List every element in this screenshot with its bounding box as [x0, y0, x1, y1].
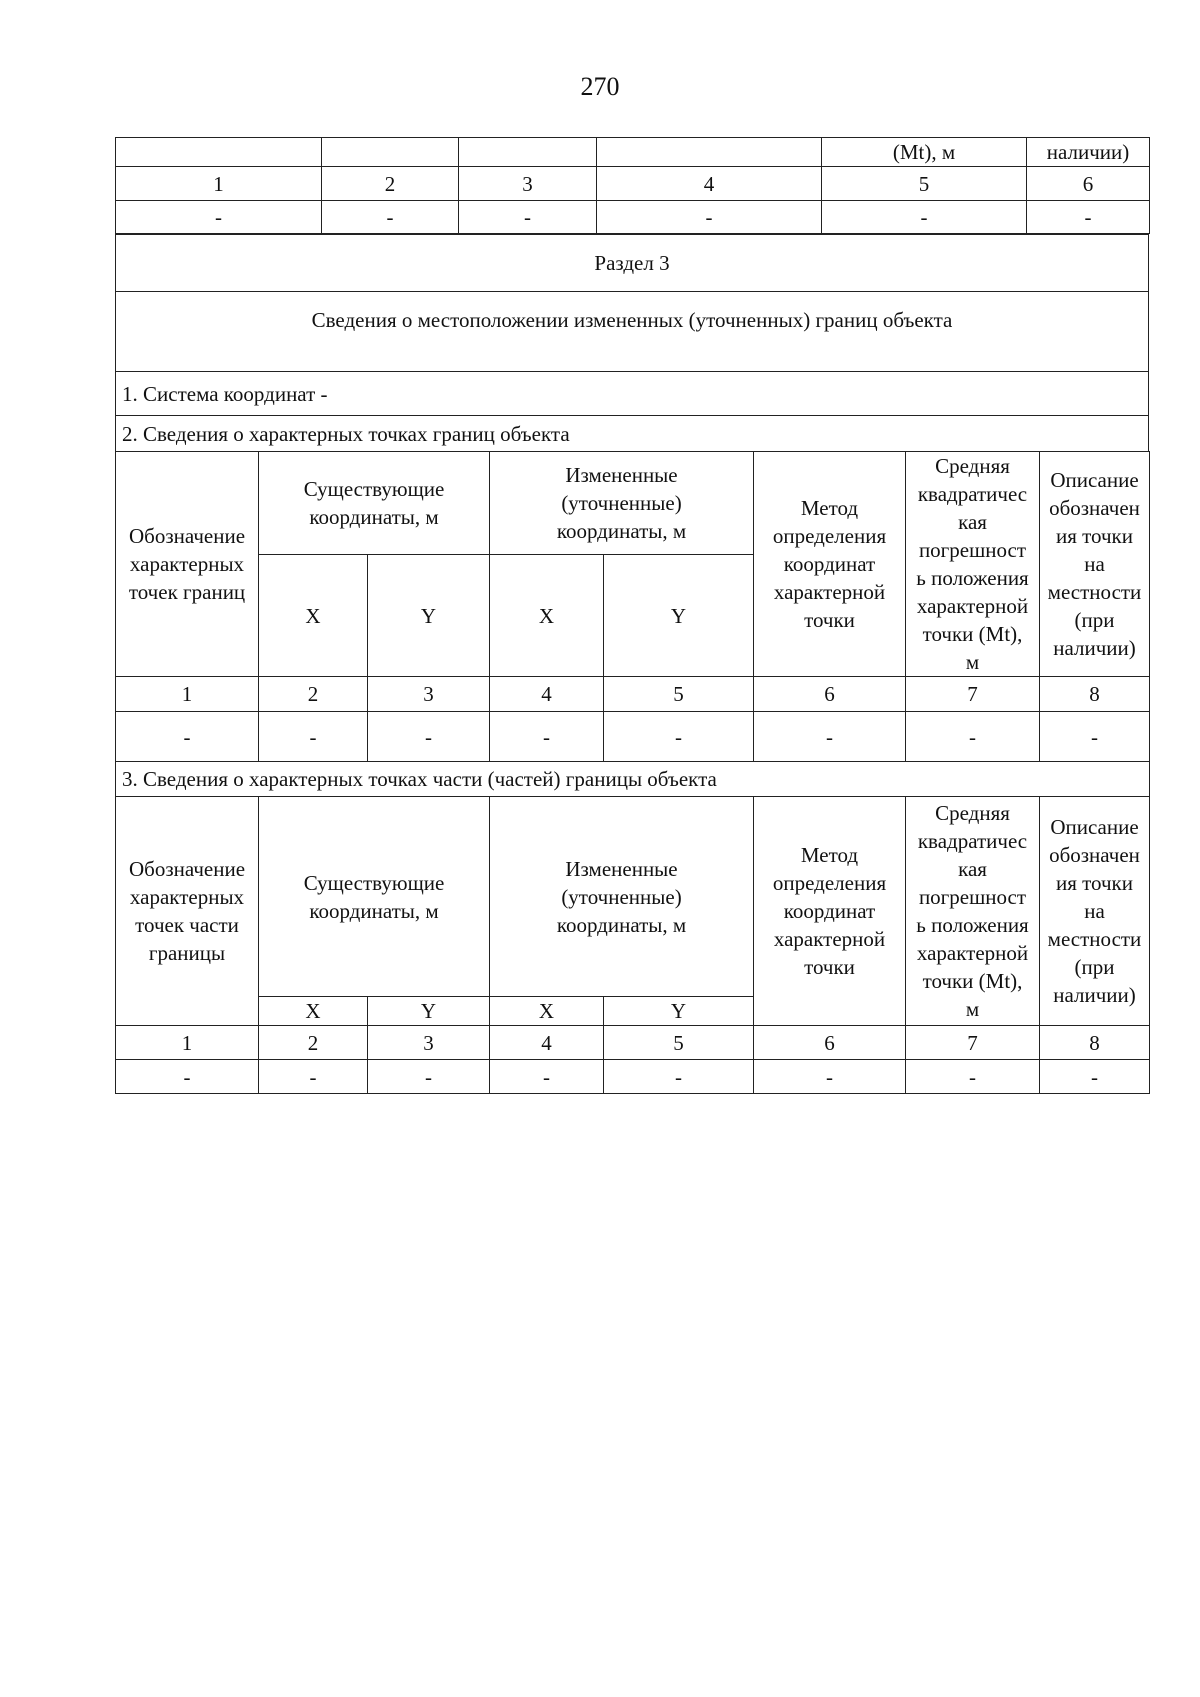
column-number: 8	[1040, 1026, 1150, 1060]
description-header: Описание обозначен ия точки на местности (при наличии)	[1040, 797, 1150, 1026]
table-cell	[597, 138, 822, 167]
table-cell: -	[490, 712, 604, 762]
column-number: 4	[490, 1026, 604, 1060]
table-cell: -	[322, 201, 459, 234]
table-cell: -	[822, 201, 1027, 234]
section-table	[115, 234, 1149, 452]
column-numbers-row	[116, 677, 1150, 712]
error-header: Средняя квадратичес кая погрешност ь положения характерной точки (Mt), м	[906, 452, 1040, 677]
table-row	[116, 1060, 1150, 1094]
y-header: Y	[604, 997, 754, 1026]
table-cell: -	[597, 201, 822, 234]
table-cell	[322, 138, 459, 167]
column-number: 5	[822, 167, 1027, 201]
point-designation-header: Обозначение характерных точек границ	[116, 452, 259, 677]
table-cell	[459, 138, 597, 167]
column-number: 6	[1027, 167, 1150, 201]
table-cell: -	[368, 712, 490, 762]
x-header: X	[259, 997, 368, 1026]
table-cell: -	[604, 1060, 754, 1094]
table-cell: -	[1027, 201, 1150, 234]
existing-coords-header: Существующие координаты, м	[259, 452, 490, 555]
column-numbers-row	[116, 167, 1150, 201]
column-number: 5	[604, 1026, 754, 1060]
table-cell: -	[116, 201, 322, 234]
table-cell: -	[259, 1060, 368, 1094]
column-number: 1	[116, 167, 322, 201]
column-number: 3	[459, 167, 597, 201]
parts-heading: 3. Сведения о характерных точках части (частей) границы объекта	[116, 762, 1150, 797]
table-cell: -	[1040, 1060, 1150, 1094]
continued-table	[115, 137, 1150, 234]
column-number: 4	[597, 167, 822, 201]
y-header: Y	[604, 555, 754, 677]
column-numbers-row	[116, 1026, 1150, 1060]
table-row	[116, 712, 1150, 762]
column-number: 8	[1040, 677, 1150, 712]
column-number: 2	[259, 1026, 368, 1060]
coordinate-system: 1. Система координат -	[116, 372, 1149, 416]
table-cell: наличии)	[1027, 138, 1150, 167]
points-heading: 2. Сведения о характерных точках границ объекта	[116, 416, 1149, 452]
table-cell: -	[116, 1060, 259, 1094]
column-number: 3	[368, 1026, 490, 1060]
table-cell	[116, 138, 322, 167]
section-title: Раздел 3	[116, 235, 1149, 292]
column-number: 1	[116, 1026, 259, 1060]
x-header: X	[259, 555, 368, 677]
table-cell: -	[906, 1060, 1040, 1094]
description-header: Описание обозначен ия точки на местности (при наличии)	[1040, 452, 1150, 677]
table-cell: (Mt), м	[822, 138, 1027, 167]
table-cell: -	[604, 712, 754, 762]
point-designation-header: Обозначение характерных точек части границы	[116, 797, 259, 1026]
column-number: 6	[754, 677, 906, 712]
section-subtitle: Сведения о местоположении измененных (уточненных) границ объекта	[116, 292, 1149, 372]
column-number: 6	[754, 1026, 906, 1060]
existing-coords-header: Существующие координаты, м	[259, 797, 490, 997]
method-header: Метод определения координат характерной точки	[754, 797, 906, 1026]
boundary-points-table	[115, 451, 1150, 797]
column-number: 5	[604, 677, 754, 712]
x-header: X	[490, 997, 604, 1026]
table-cell: -	[116, 712, 259, 762]
column-number: 1	[116, 677, 259, 712]
y-header: Y	[368, 555, 490, 677]
table-cell: -	[754, 712, 906, 762]
table-cell: -	[490, 1060, 604, 1094]
table-cell: -	[754, 1060, 906, 1094]
boundary-part-points-table	[115, 796, 1150, 1094]
table-cell: -	[259, 712, 368, 762]
column-number: 7	[906, 677, 1040, 712]
error-header: Средняя квадратичес кая погрешност ь положения характерной точки (Mt), м	[906, 797, 1040, 1026]
column-number: 2	[322, 167, 459, 201]
continued-header-row	[116, 138, 1150, 167]
changed-coords-header: Измененные (уточненные) координаты, м	[490, 797, 754, 997]
table-cell: -	[906, 712, 1040, 762]
table-cell: -	[459, 201, 597, 234]
x-header: X	[490, 555, 604, 677]
changed-coords-header: Измененные (уточненные) координаты, м	[490, 452, 754, 555]
y-header: Y	[368, 997, 490, 1026]
column-number: 3	[368, 677, 490, 712]
table-cell: -	[1040, 712, 1150, 762]
column-number: 4	[490, 677, 604, 712]
table-row	[116, 201, 1150, 234]
table-cell: -	[368, 1060, 490, 1094]
page-number: 270	[580, 72, 620, 101]
column-number: 2	[259, 677, 368, 712]
method-header: Метод определения координат характерной точки	[754, 452, 906, 677]
column-number: 7	[906, 1026, 1040, 1060]
